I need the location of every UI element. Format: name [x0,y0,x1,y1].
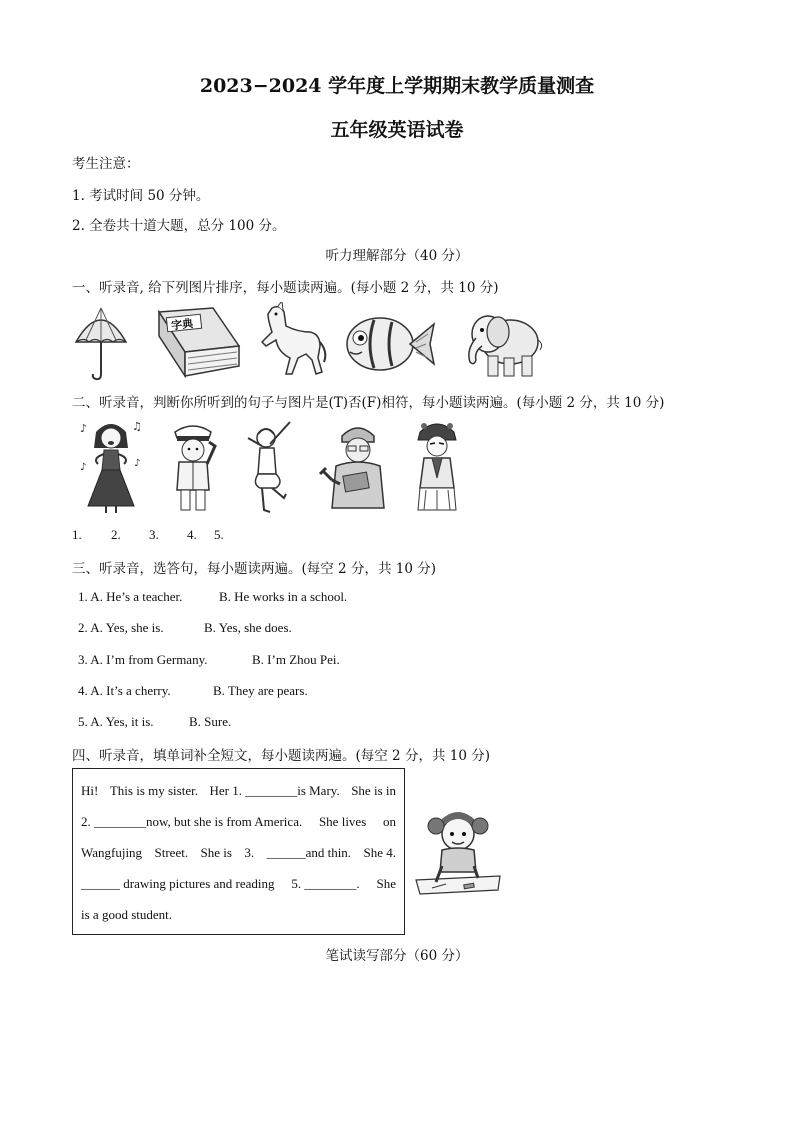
q2-answer-1: 1. [72,527,82,542]
passage-text: ______ drawing pictures and reading [81,876,275,891]
notice-label: 考生注意： [72,156,140,172]
q3-item-3-b: B. I’m Zhou Pei. [252,652,340,667]
dancer-image [240,418,300,514]
passage-text: She lives [318,814,367,829]
q3-item-1-a: 1. A. He’s a teacher. [78,589,183,604]
passage-line-1 [81,783,396,799]
q1-title: 一、听录音, 给下列图片排序，每小题读两遍。(每小题 2 分，共 10 分) [72,280,499,296]
worker-image [318,418,396,514]
passage-text: 3. [244,845,255,860]
passage-text: This is my sister. [109,783,198,798]
elephant-image [458,304,544,380]
opera-image [410,418,464,514]
q3-item-3-a: 3. A. I’m from Germany. [78,652,208,667]
singer-image [78,418,144,514]
passage-text: Wangfujing [81,845,143,860]
writing-section-title: 笔试读写部分（60 分） [325,948,469,964]
passage-line-2 [81,814,396,830]
svg-text:♫: ♫ [132,420,142,433]
umbrella-image [72,304,130,382]
passage-text: She [376,876,396,891]
passage-text: She is [200,845,232,860]
q3-item-5-a: 5. A. Yes, it is. [78,714,154,729]
passage-text: Hi! [81,783,99,798]
svg-text:♪: ♪ [80,422,88,435]
passage-text: 5. ________. [291,876,360,891]
dictionary-image [155,306,241,380]
horse-image [258,302,328,382]
q2-answer-4: 4. [187,527,197,542]
q3-item-2-b: B. Yes, she does. [204,620,292,635]
notice-item-2: 2. 全卷共十道大题，总分 100 分。 [72,218,286,234]
passage-text: She is in [351,783,396,798]
passage-text: She 4. [363,845,396,860]
q2-title: 二、听录音，判断你所听到的句子与图片是(T)否(F)相符，每小题读两遍。(每小题 2 分，共 10 分) [72,395,665,411]
notice-item-1: 1. 考试时间 50 分钟。 [72,188,210,204]
q3-item-5-b: B. Sure. [189,714,232,729]
q3-item-4-b: B. They are pears. [213,683,308,698]
passage-line-5 [81,907,396,923]
q3-title: 三、听录音，选答句，每小题读两遍。(每空 2 分，共 10 分) [72,561,436,577]
svg-text:♪: ♪ [134,458,141,469]
q3-item-1-b: B. He works in a school. [219,589,348,604]
passage-text: Street. [154,845,189,860]
girl-drawing-image [412,806,504,898]
passage-text: ______and thin. [266,845,352,860]
passage-text: on [383,814,396,829]
fish-image [344,312,436,376]
exam-title: 2023−2024 学年度上学期期末教学质量测查 [199,75,595,97]
passage-text: is a good student. [81,907,172,922]
exam-subtitle: 五年级英语试卷 [330,119,464,141]
passage-text: 2. ________now, but she is from America. [81,814,303,829]
svg-text:♪: ♪ [80,462,87,473]
q3-item-4-a: 4. A. It’s a cherry. [78,683,171,698]
q2-answer-2: 2. [111,527,121,542]
listening-section-title: 听力理解部分（40 分） [325,248,469,264]
passage-box [72,768,405,935]
q3-item-2-a: 2. A. Yes, she is. [78,620,164,635]
q2-answer-3: 3. [149,527,159,542]
passage-line-4 [81,876,396,892]
passage-text: Her 1. ________is Mary. [209,783,340,798]
passage-line-3 [81,845,396,861]
dictionary-label: 字典 [170,317,194,333]
q4-title: 四、听录音，填单词补全短文，每小题读两遍。(每空 2 分，共 10 分) [72,748,490,764]
police-image [165,418,221,514]
q2-answer-5: 5. [214,527,224,542]
